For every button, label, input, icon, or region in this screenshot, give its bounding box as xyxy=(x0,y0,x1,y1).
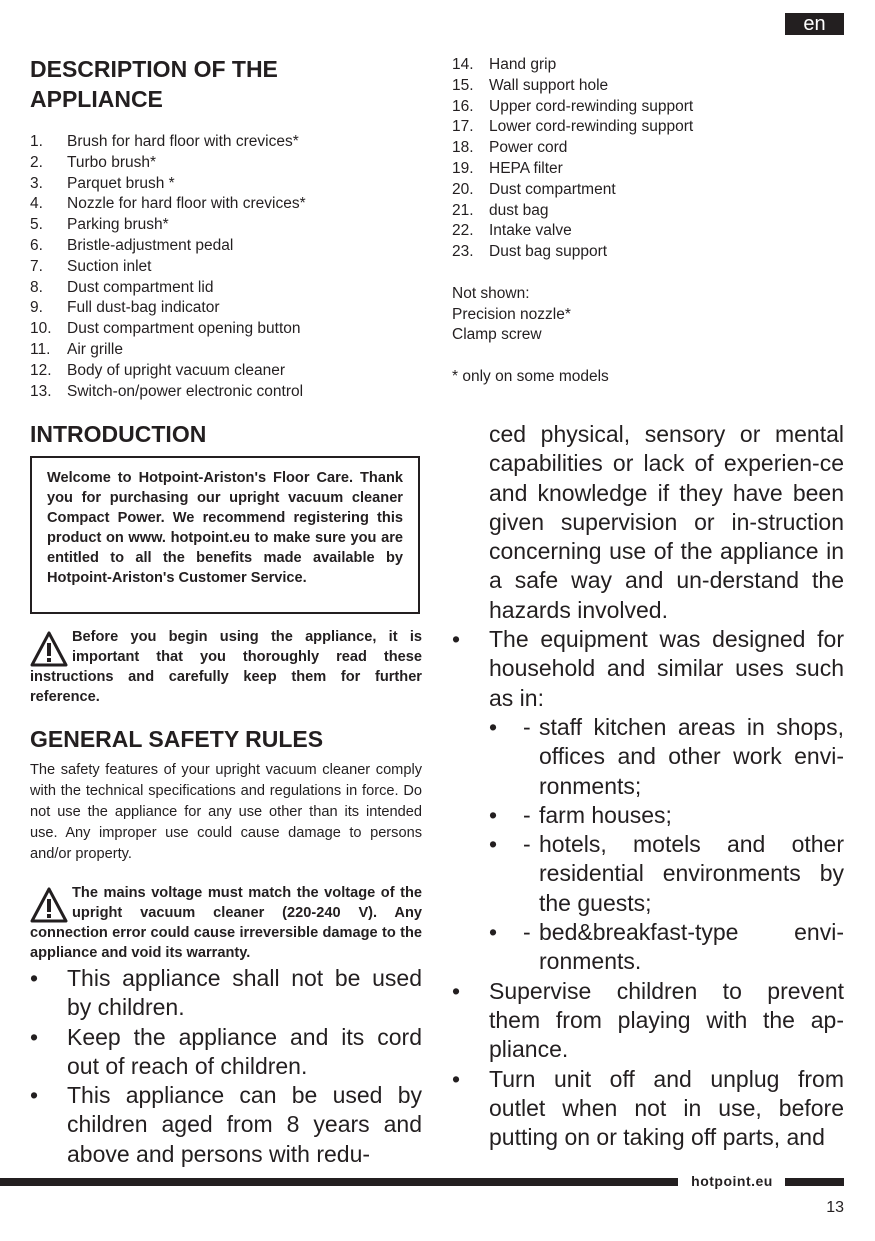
warning-icon xyxy=(30,631,68,667)
warning-text: Before you begin using the appliance, it is important that you thoroughly read these instructions and carefully keep them for further reference. xyxy=(30,629,422,705)
parts-list-left xyxy=(30,132,430,402)
list-item: 18. Power cord xyxy=(452,139,568,157)
models-footnote: * only on some models xyxy=(452,367,609,385)
parts-list-right xyxy=(452,55,852,388)
list-item: 12. Body of upright vacuum cleaner xyxy=(30,361,285,379)
list-item: 1. Brush for hard floor with crevices* xyxy=(30,133,299,150)
list-item: 15. Wall support hole xyxy=(452,76,609,94)
list-item: 10. Dust compartment opening button xyxy=(30,320,301,338)
list-item: 23. Dust bag support xyxy=(452,243,608,261)
description-title: DESCRIPTION OF THE APPLIANCE xyxy=(30,56,278,112)
list-item: • Keep the appliance and its cord out of reach of children. xyxy=(30,1023,422,1079)
language-tab: en xyxy=(785,13,844,35)
list-item: 4. Nozzle for hard floor with crevices* xyxy=(30,195,306,213)
brand-logo: hotpoint.eu xyxy=(691,1173,773,1189)
list-item: 9. Full dust-bag indicator xyxy=(30,299,220,317)
footer-rule-right xyxy=(785,1178,844,1186)
list-item: • This appliance can be used by children aged from 8 years and above and persons with redu- xyxy=(30,1082,422,1167)
list-item: • - farm houses; xyxy=(489,801,672,828)
list-item: 16. Upper cord-rewinding support xyxy=(452,97,694,115)
list-item: 8. Dust compartment lid xyxy=(30,278,214,296)
not-shown-label: Not shown: xyxy=(452,284,530,302)
not-shown-item: Clamp screw xyxy=(452,326,542,344)
list-item: 3. Parquet brush * xyxy=(30,174,175,192)
footer-rule-left xyxy=(0,1178,678,1186)
safety-bullets-left xyxy=(30,964,422,1169)
voltage-warning-text: The mains voltage must match the voltage of the upright vacuum cleaner (220-240 V). Any connection error could cause irreversible damage to the appliance and void its warranty. xyxy=(30,885,422,961)
voltage-warning xyxy=(30,883,422,963)
list-item: • Turn unit off and unplug from outlet when not in use, before putting on or taking off parts, and xyxy=(452,1065,844,1151)
not-shown-item: Precision nozzle* xyxy=(452,305,571,323)
introduction-title: INTRODUCTION xyxy=(30,421,207,447)
warning-icon xyxy=(30,887,68,923)
list-item: • This appliance shall not be used by children. xyxy=(30,965,422,1021)
designed-uses-list xyxy=(489,713,844,977)
list-item: • - hotels, motels and other residential environments by the guests; xyxy=(489,831,844,916)
list-item: 6. Bristle-adjustment pedal xyxy=(30,236,234,254)
page-number: 13 xyxy=(826,1199,844,1216)
welcome-box: Welcome to Hotpoint-Ariston's Floor Care. Thank you for purchasing our upright vacuum cleaner Compact Power. We recommend registering this product on www. hotpoint.eu to make sure you are entitled to all the benefits made available by Hotpoint-Ariston's Customer Service. xyxy=(30,456,420,614)
list-item: 22. Intake valve xyxy=(452,222,572,240)
list-item: • Supervise children to prevent them from playing with the ap-pliance. xyxy=(452,977,844,1063)
list-item: • - bed&breakfast-type envi-ronments. xyxy=(489,919,844,975)
list-item: 13. Switch-on/power electronic control xyxy=(30,382,304,400)
safety-title: GENERAL SAFETY RULES xyxy=(30,726,324,752)
list-item: 20. Dust compartment xyxy=(452,180,616,198)
safety-paragraph: The safety features of your upright vacuum cleaner comply with the technical specifications and regulations in force. Do not use the appliance for any use other than its intended use. Any improper use could cause damage to persons and/or property. xyxy=(30,762,422,862)
list-item: • - staff kitchen areas in shops, offices and other work envi-ronments; xyxy=(489,713,844,799)
list-item: 11. Air grille xyxy=(30,340,123,358)
list-item: 17. Lower cord-rewinding support xyxy=(452,118,694,136)
read-instructions-warning xyxy=(30,627,422,707)
list-item: 2. Turbo brush* xyxy=(30,153,157,171)
safety-column-right xyxy=(452,420,844,1152)
list-item: 7. Suction inlet xyxy=(30,257,152,275)
list-item-continuation: ced physical, sensory or mental capabilities or lack of experien-ce and knowledge if they have been given supervision or in-struction concerning use of the appliance in a safe way and un-derstand the hazards involved. xyxy=(489,421,844,623)
list-item: 21. dust bag xyxy=(452,201,549,219)
list-item: 5. Parking brush* xyxy=(30,216,169,234)
list-item: 19. HEPA filter xyxy=(452,159,563,177)
list-item: • The equipment was designed for household and similar uses such as in: • - staff kitchen areas in shops, offices and other work envi-ronments; • - farm houses; • - hotels, motels and other residential environments by the guests; • - bed&breakfast-type envi-ronments. xyxy=(452,625,844,977)
list-item: 14. Hand grip xyxy=(452,56,557,73)
